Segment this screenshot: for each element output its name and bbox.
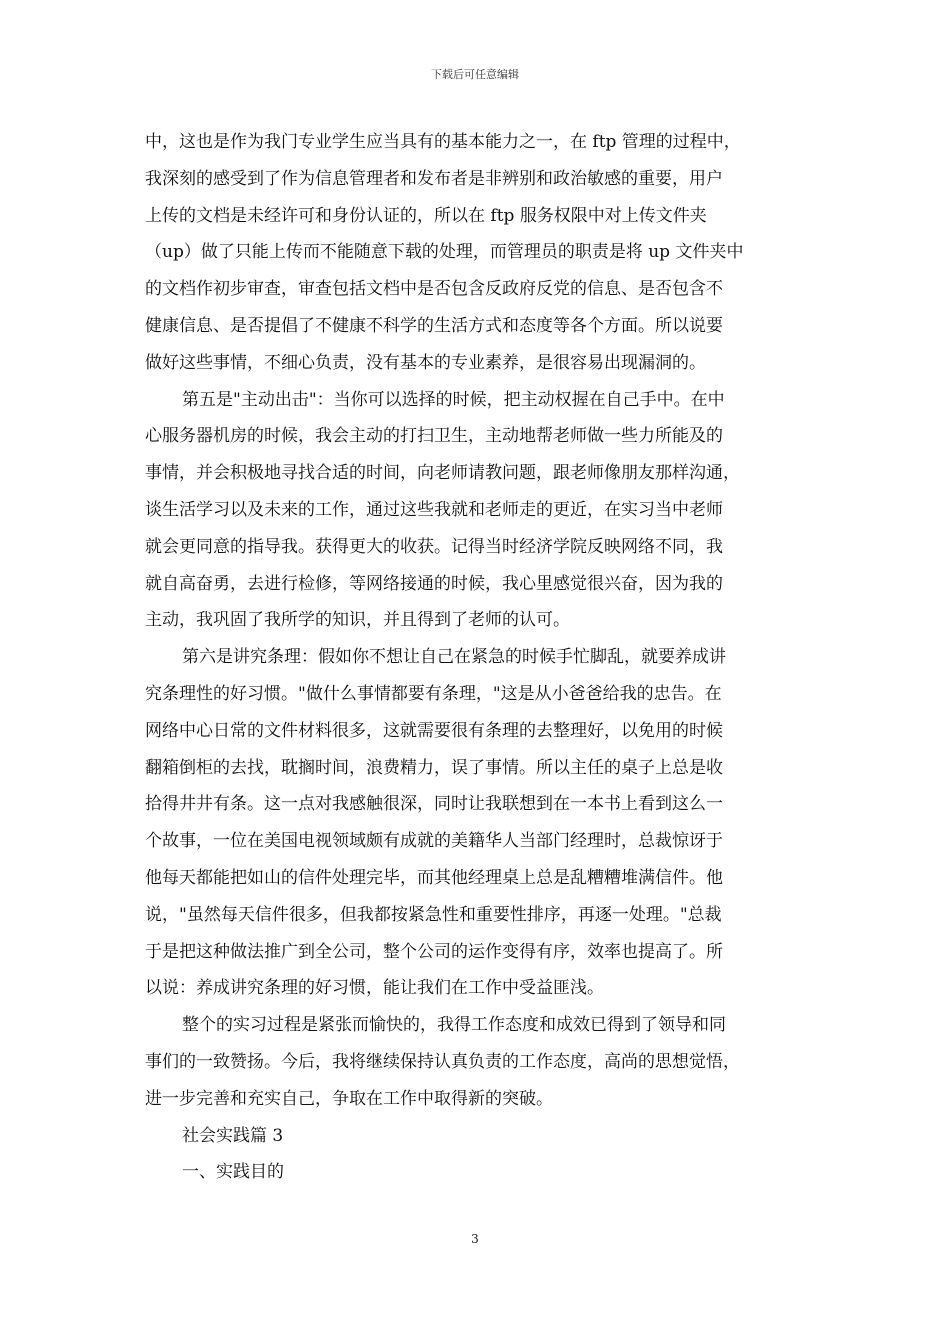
text-line: 以说：养成讲究条理的好习惯，能让我们在工作中受益匪浅。 bbox=[145, 978, 604, 999]
text-line: 做好这些事情，不细心负责，没有基本的专业素养，是很容易出现漏洞的。 bbox=[145, 352, 706, 373]
page-header: 下载后可任意编辑 bbox=[431, 68, 519, 81]
text-line: 进一步完善和充实自己，争取在工作中取得新的突破。 bbox=[145, 1088, 553, 1109]
text-line: 究条理性的好习惯。"做什么事情都要有条理，"这是从小爸爸给我的忠告。在 bbox=[145, 683, 722, 704]
page-number: 3 bbox=[471, 1232, 479, 1246]
text-line: 他每天都能把如山的信件处理完毕，而其他经理桌上总是乱糟糟堆满信件。他 bbox=[145, 867, 723, 888]
text-line: 事们的一致赞扬。今后，我将继续保持认真负责的工作态度，高尚的思想觉悟， bbox=[145, 1051, 740, 1072]
text-line: 上传的文档是未经许可和身份认证的，所以在 ftp 服务权限中对上传文件夹 bbox=[145, 205, 707, 226]
paragraph-first-line: 第六是讲究条理：假如你不想让自己在紧急的时候手忙脚乱，就要养成讲 bbox=[182, 647, 726, 668]
text-line: 于是把这种做法推广到全公司，整个公司的运作变得有序，效率也提高了。所 bbox=[145, 941, 723, 962]
text-line: 就会更同意的指导我。获得更大的收获。记得当时经济学院反映网络不同，我 bbox=[145, 536, 723, 557]
text-line: 健康信息、是否提倡了不健康不科学的生活方式和态度等各个方面。所以说要 bbox=[145, 315, 723, 336]
text-line: 拾得井井有条。这一点对我感触很深，同时让我联想到在一本书上看到这么一 bbox=[145, 794, 723, 815]
paragraph-first-line: 社会实践篇 3 bbox=[182, 1125, 284, 1146]
text-line: （up）做了只能上传而不能随意下载的处理，而管理员的职责是将 up 文件夹中 bbox=[145, 242, 744, 263]
text-line: 就自高奋勇，去进行检修，等网络接通的时候，我心里感觉很兴奋，因为我的 bbox=[145, 573, 723, 594]
document-body bbox=[145, 124, 810, 1191]
text-line: 说，"虽然每天信件很多，但我都按紧急性和重要性排序，再逐一处理。"总裁 bbox=[145, 904, 722, 925]
text-line: 心服务器机房的时候，我会主动的打扫卫生，主动地帮老师做一些力所能及的 bbox=[145, 426, 723, 447]
paragraph-first-line: 一、实践目的 bbox=[182, 1162, 284, 1183]
text-line: 翻箱倒柜的去找，耽搁时间，浪费精力，误了事情。所以主任的桌子上总是收 bbox=[145, 757, 723, 778]
text-line: 网络中心日常的文件材料很多，这就需要很有条理的去整理好，以免用的时候 bbox=[145, 720, 723, 741]
text-line: 主动，我巩固了我所学的知识，并且得到了老师的认可。 bbox=[145, 610, 570, 631]
text-line: 个故事，一位在美国电视领域颇有成就的美籍华人当部门经理时，总裁惊讶于 bbox=[145, 831, 723, 852]
text-line: 事情，并会积极地寻找合适的时间，向老师请教问题，跟老师像朋友那样沟通， bbox=[145, 463, 740, 484]
text-line: 我深刻的感受到了作为信息管理者和发布者是非辨别和政治敏感的重要，用户 bbox=[145, 168, 723, 189]
text-line: 中，这也是作为我门专业学生应当具有的基本能力之一，在 ftp 管理的过程中， bbox=[145, 132, 741, 152]
paragraph-first-line: 整个的实习过程是紧张而愉快的，我得工作态度和成效已得到了领导和同 bbox=[182, 1015, 726, 1036]
text-line: 的文档作初步审查，审查包括文档中是否包含反政府反党的信息、是否包含不 bbox=[145, 279, 723, 300]
paragraph-first-line: 第五是"主动出击"：当你可以选择的时候，把主动权握在自己手中。在中 bbox=[182, 389, 725, 410]
text-line: 谈生活学习以及未来的工作，通过这些我就和老师走的更近，在实习当中老师 bbox=[145, 499, 723, 520]
